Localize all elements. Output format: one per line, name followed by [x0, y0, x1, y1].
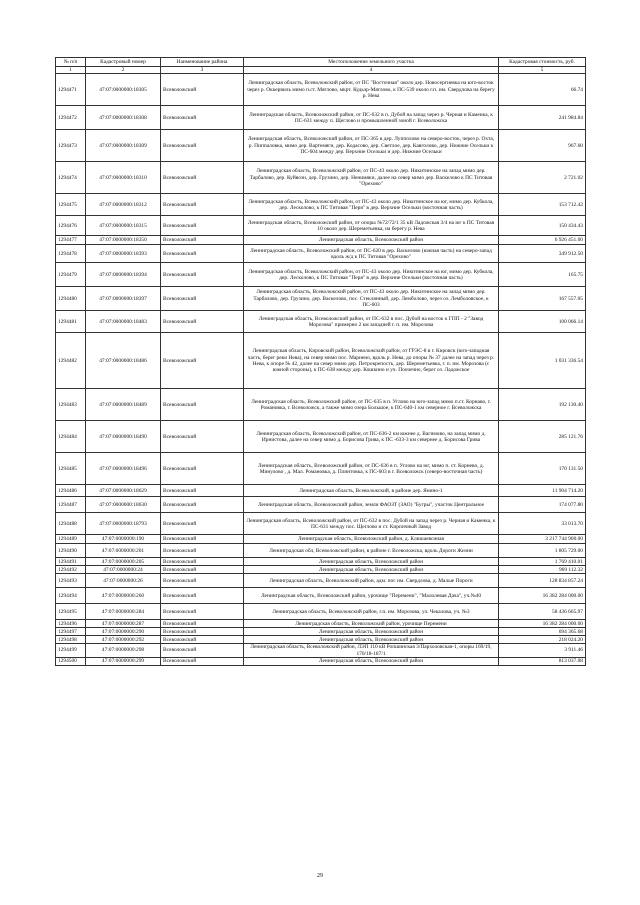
cadastral-value: 170 131.50	[499, 453, 586, 485]
page-number: 29	[317, 873, 323, 879]
table-row	[56, 421, 586, 453]
location: Ленинградская область, Всеволожский район, от ПС-43 около дер. Никитинское на запад мимо дер. Тарбалово, дер. Куйвози, дер. Грузино, дер. Ненимяки, далее на север мимо дер. Васкелово к ПС Титовая "Орехово"	[244, 162, 499, 194]
table-row	[56, 333, 586, 389]
row-number: 1294495	[56, 604, 86, 620]
location: Ленинградская область, Всеволожский район, от ПС-620 в дер. Васкелово (южная часть) на северо-запад вдоль ж/д к ПС Титовая "Орехово"	[244, 245, 499, 263]
cadastral-number: 47:07:0000000:299	[86, 657, 161, 665]
cadastral-number: 47:07:0000000:18490	[86, 421, 161, 453]
district-name: Всеволожский	[161, 216, 244, 236]
table-row	[56, 162, 586, 194]
location: Ленинградская область, Всеволожский район, ЛЭП 110 кВ Ропшинская 3/Пархоловская-1, опоры 169/19, 170/18-187/1	[244, 644, 499, 658]
row-number: 1294473	[56, 130, 86, 162]
district-name: Всеволожский	[161, 74, 244, 106]
cadastral-value: 1 805 729.00	[499, 544, 586, 558]
table-row	[56, 588, 586, 604]
column-number: 2	[86, 67, 161, 74]
location: Ленинградская область, Всеволожский район	[244, 628, 499, 636]
table-row	[56, 574, 586, 588]
table-row	[56, 620, 586, 628]
district-name: Всеволожский	[161, 389, 244, 421]
row-number: 1294496	[56, 620, 86, 628]
table-row	[56, 644, 586, 658]
row-number: 1294472	[56, 106, 86, 130]
table-row	[56, 453, 586, 485]
header-location: Местоположение земельного участка	[244, 58, 499, 67]
header-cadastral-number: Кадастровый номер	[86, 58, 161, 67]
table-header-row	[56, 58, 586, 67]
district-name: Всеволожский	[161, 287, 244, 311]
cadastral-number: 47:07:0000000:287	[86, 620, 161, 628]
cadastral-number: 47:07:0000000:18496	[86, 453, 161, 485]
cadastral-value: 285 121.76	[499, 421, 586, 453]
row-number: 1294481	[56, 311, 86, 333]
table-row	[56, 106, 586, 130]
cadastral-number: 47:07:0000000:284	[86, 604, 161, 620]
cadastral-value: 167 557.05	[499, 287, 586, 311]
table-row	[56, 263, 586, 287]
table-row	[56, 535, 586, 544]
cadastral-number: 47:07:0000000:18630	[86, 497, 161, 513]
row-number: 1294499	[56, 644, 86, 658]
cadastral-number: 47:07:0000000:18312	[86, 194, 161, 216]
district-name: Всеволожский	[161, 245, 244, 263]
row-number: 1294494	[56, 588, 86, 604]
cadastral-value-table	[55, 57, 586, 666]
table-row	[56, 566, 586, 574]
row-number: 1294482	[56, 333, 86, 389]
cadastral-number: 47:07:0000000:18483	[86, 311, 161, 333]
location: Ленинградская область, Всеволожский район, урочище "Перемени", "Малолевая Дача", уч.№40	[244, 588, 499, 604]
district-name: Всеволожский	[161, 628, 244, 636]
cadastral-value: 6 926 451.00	[499, 236, 586, 245]
district-name: Всеволожский	[161, 106, 244, 130]
row-number: 1294498	[56, 636, 86, 644]
cadastral-number: 47:07:0000000:18305	[86, 74, 161, 106]
location: Ленинградская область, Всеволожский район, от опоры №72/72/1 35 кВ Ладожская 3/4 на юг к ПС Титовая 10 около дер. Шереметьевка, на берегу р. Нева	[244, 216, 499, 236]
row-number: 1294483	[56, 389, 86, 421]
table-row	[56, 636, 586, 644]
row-number: 1294478	[56, 245, 86, 263]
row-number: 1294475	[56, 194, 86, 216]
cadastral-value: 100 066.14	[499, 311, 586, 333]
row-number: 1294493	[56, 574, 86, 588]
cadastral-number: 47:07:0000000:18315	[86, 216, 161, 236]
location: Ленинградская область, Всеволожский район, от ПС-632 в пос. Дубой на восток к ГПП - 2 "Завод Морозова" примерно 2 км западней г. п. им. Морозова	[244, 311, 499, 333]
column-number: 3	[161, 67, 244, 74]
district-name: Всеволожский	[161, 311, 244, 333]
table-row	[56, 74, 586, 106]
cadastral-value: 2 721.02	[499, 162, 586, 194]
cadastral-number: 47:07:0000000:18629	[86, 485, 161, 497]
cadastral-value: 192 130.40	[499, 389, 586, 421]
district-name: Всеволожский	[161, 130, 244, 162]
cadastral-number: 47:07:0000000:18308	[86, 106, 161, 130]
column-number: 4	[244, 67, 499, 74]
location: Ленинградская область, Всеволожский район	[244, 566, 499, 574]
location: Ленинградская область, Всеволожский, в районе дер. Янино-1	[244, 485, 499, 497]
district-name: Всеволожский	[161, 236, 244, 245]
cadastral-value: 694 365.68	[499, 628, 586, 636]
table-row	[56, 311, 586, 333]
cadastral-value: 174 077.80	[499, 497, 586, 513]
district-name: Всеволожский	[161, 497, 244, 513]
district-name: Всеволожский	[161, 657, 244, 665]
table-row	[56, 657, 586, 665]
table-row	[56, 558, 586, 566]
location: Ленинградская область, Всеволожский район, от ПС-632 в пос. Дубой на запад через р. Черная и Каменка, к ПС-631 между пос. Щеглово и ст. Кирпичный Завод	[244, 513, 499, 535]
district-name: Всеволожский	[161, 453, 244, 485]
row-number: 1294491	[56, 558, 86, 566]
district-name: Всеволожский	[161, 194, 244, 216]
district-name: Всеволожский	[161, 588, 244, 604]
table-row	[56, 245, 586, 263]
cadastral-value: 66.74	[499, 74, 586, 106]
row-number: 1294479	[56, 263, 86, 287]
table-row	[56, 236, 586, 245]
location: Ленинградская область, Всеволожский район, от ПС-43 около дер. Никитинское на юг, мимо дер. Кубкола, дер. Лесколово, к ПС Титовая "Перя" в дер. Верхние Осельки (восточная часть)	[244, 194, 499, 216]
cadastral-value: 3 217 744 900.00	[499, 535, 586, 544]
cadastral-number: 47:07:0000000:24	[86, 566, 161, 574]
document-page	[55, 57, 585, 666]
cadastral-value: 33 013.70	[499, 513, 586, 535]
location: Ленинградская область, Всеволожский район, от ПС-43 около дер. Никитинское на юг, мимо дер. Кубкола, дер. Лесколово, к ПС Титовая "Перя" в дер. Верхние Осельки (восточная часть)	[244, 263, 499, 287]
district-name: Всеволожский	[161, 263, 244, 287]
location: Ленинградская обл, Всеволожский район, в районе г. Всеволожска, вдоль Дороги Жизни	[244, 544, 499, 558]
row-number: 1294474	[56, 162, 86, 194]
cadastral-value: 165.75	[499, 263, 586, 287]
cadastral-number: 47:07:0000000:201	[86, 544, 161, 558]
cadastral-value: 16 382 284 000.00	[499, 588, 586, 604]
district-name: Всеволожский	[161, 574, 244, 588]
cadastral-number: 47:07:0000000:298	[86, 644, 161, 658]
district-name: Всеволожский	[161, 604, 244, 620]
location: Ленинградская область, Всеволожский район, от ПС-43 около дер. Никитинское на запад мимо дер. Тарбалово, дер. Грузино, дер. Васкелово, пос. Стеклянный, дер. Лемболово, через оз. Лемболовское, к ПС-603	[244, 287, 499, 311]
cadastral-number: 47:07:0000000:18397	[86, 287, 161, 311]
row-number: 1294477	[56, 236, 86, 245]
district-name: Всеволожский	[161, 644, 244, 658]
district-name: Всеволожский	[161, 333, 244, 389]
cadastral-value: 153 712.42	[499, 194, 586, 216]
cadastral-value: 1 031 336.54	[499, 333, 586, 389]
district-name: Всеволожский	[161, 485, 244, 497]
cadastral-value: 967.60	[499, 130, 586, 162]
location: Ленинградская область, Всеволожский район, от ПС-635 в п. Углово на юго-запад мимо п.ст. Корнаво, г. Романовка, г. Всеволожск, а также мимо озера Большое, к ПС-640-1 км северное г. Всеволожска	[244, 389, 499, 421]
cadastral-number: 47:07:0000000:290	[86, 628, 161, 636]
cadastral-value: 813 037.08	[499, 657, 586, 665]
cadastral-value: 349 912.50	[499, 245, 586, 263]
cadastral-value: 58 436 665.97	[499, 604, 586, 620]
row-number: 1294492	[56, 566, 86, 574]
table-row	[56, 216, 586, 236]
table-row	[56, 287, 586, 311]
district-name: Всеволожский	[161, 162, 244, 194]
cadastral-number: 47:07:0000000:26	[86, 574, 161, 588]
table-row	[56, 389, 586, 421]
district-name: Всеволожский	[161, 535, 244, 544]
cadastral-number: 47:07:0000000:18489	[86, 389, 161, 421]
location: Ленинградская область, Всеволожский район, земли ФАОЗТ (ЗАО) "Бугры", участок Центральное	[244, 497, 499, 513]
location: Ленинградская область, Всеволожский район	[244, 657, 499, 665]
row-number: 1294485	[56, 453, 86, 485]
location: Ленинградская область, Всеволожский район, от ПС-636 в п. Углово на юг, мимо п. ст. Корнево, д. Минулово , д. Мал. Романовка, д. Плинтовка, к ПС-603 в г. Всеволожск (северо-восточная часть)	[244, 453, 499, 485]
row-number: 1294476	[56, 216, 86, 236]
column-number: 1	[56, 67, 86, 74]
table-row	[56, 628, 586, 636]
location: Ленинградская область, Всеволожский район	[244, 558, 499, 566]
location: Ленинградская область, Всеволожский район, от ПС-636-2 км южнее д. Вагимово, на запад мимо д. Ирнистова, далее на север мимо д. Борисова Грива, к ПС -633-3 км севернее д. Борисова Грива	[244, 421, 499, 453]
location: Ленинградская область, Всеволожский район	[244, 236, 499, 245]
row-number: 1294486	[56, 485, 86, 497]
cadastral-number: 47:07:0000000:292	[86, 636, 161, 644]
location: Ленинградская область, Всеволожский район, урочище Перемени	[244, 620, 499, 628]
cadastral-number: 47:07:0000000:18486	[86, 333, 161, 389]
row-number: 1294490	[56, 544, 86, 558]
table-row	[56, 544, 586, 558]
row-number: 1294487	[56, 497, 86, 513]
table-row	[56, 513, 586, 535]
header-cadastral-value: Кадастровая стоимость, руб.	[499, 58, 586, 67]
cadastral-value: 11 904 714.20	[499, 485, 586, 497]
table-row	[56, 497, 586, 513]
cadastral-number: 47:07:0000000:18793	[86, 513, 161, 535]
header-district: Наименование района	[161, 58, 244, 67]
row-number: 1294471	[56, 74, 86, 106]
location: Ленинградская область, Всеволожский район, от ПС "Восточная" около дер. Новосергиевка на юго-восток через р. Оккервиль мимо п.ст. Мяглово, мкрт. Кудьэр-Мяглово, к ПС-539 около г.п. им. Свердлова на берегу р. Нева	[244, 74, 499, 106]
cadastral-value: 241 984.84	[499, 106, 586, 130]
location: Ленинградская область, Всеволожский район, от ПС-632 в п. Дубой на запад через р. Черная и Каменка, к ПС-631 между п. Щеглово и промышленной зоной г. Всеволожска	[244, 106, 499, 130]
district-name: Всеволожский	[161, 421, 244, 453]
cadastral-value: 128 834 857.24	[499, 574, 586, 588]
cadastral-value: 16 382 284 000.00	[499, 620, 586, 628]
district-name: Всеволожский	[161, 513, 244, 535]
row-number: 1294497	[56, 628, 86, 636]
table-row	[56, 604, 586, 620]
location: Ленинградская область, Всеволожский район, г.п. им. Морозова, ул. Чекалова, уч. №3	[244, 604, 499, 620]
row-number: 1294500	[56, 657, 86, 665]
cadastral-number: 47:07:0000000:18309	[86, 130, 161, 162]
cadastral-value: 1 769 410.01	[499, 558, 586, 566]
district-name: Всеволожский	[161, 558, 244, 566]
cadastral-number: 47:07:0000000:190	[86, 535, 161, 544]
table-row	[56, 130, 586, 162]
location: Ленинградская область, Всеволожский район, д. Клишаевсиная	[244, 535, 499, 544]
cadastral-value: 3 911.46	[499, 644, 586, 658]
row-number: 1294489	[56, 535, 86, 544]
cadastral-number: 47:07:0000000:205	[86, 558, 161, 566]
district-name: Всеволожский	[161, 620, 244, 628]
location: Ленинградская область, Всеволожский район, адм. пос им. Свердлова, д. Малые Пороги	[244, 574, 499, 588]
district-name: Всеволожский	[161, 544, 244, 558]
cadastral-value: 218 024.20	[499, 636, 586, 644]
cadastral-number: 47:07:0000000:18394	[86, 263, 161, 287]
district-name: Всеволожский	[161, 636, 244, 644]
table-row	[56, 194, 586, 216]
table-body	[56, 74, 586, 666]
cadastral-value: 969 112.32	[499, 566, 586, 574]
cadastral-number: 47:07:0000000:18310	[86, 162, 161, 194]
table-row	[56, 485, 586, 497]
row-number: 1294488	[56, 513, 86, 535]
location: Ленинградская область, Всеволожский район	[244, 636, 499, 644]
column-number-row	[56, 67, 586, 74]
row-number: 1294480	[56, 287, 86, 311]
district-name: Всеволожский	[161, 566, 244, 574]
cadastral-number: 47:07:0000000:18350	[86, 236, 161, 245]
header-number: № п/п	[56, 58, 86, 67]
cadastral-number: 47:07:0000000:260	[86, 588, 161, 604]
cadastral-value: 150 434.43	[499, 216, 586, 236]
column-number: 5	[499, 67, 586, 74]
location: Ленинградская область, Всеволожский район, от ПС-365 в дер. Лупполово на северо-восток, через р. Охта, р. Пиппаловка, мимо дер. Вартемяги, дер. Кодасово, дер. Светлое, дер. Кавголово, дер. Нижние Осельки к ПС-604 между дер. Верхние Осельки и дер. Нижние Осельки	[244, 130, 499, 162]
row-number: 1294484	[56, 421, 86, 453]
cadastral-number: 47:07:0000000:18393	[86, 245, 161, 263]
location: Ленинградская область, Кировский район, Всеволожский район, от ГРЭС-8 в г. Кировск (юго-западная часть, берег реки Нева), на север мимо пос. Мариено, вдоль р. Нева, до опоры № 37 далее на запад через р. Нева, к опоре № 42, далее на север мимо дер. Петрокрепость, дер. Шереметьевка, г. п. им. Морозова (с южной стороны), к ПС-638 между дер. Кошкино и уч. Поочечно, берег оз. Ладожское	[244, 333, 499, 389]
